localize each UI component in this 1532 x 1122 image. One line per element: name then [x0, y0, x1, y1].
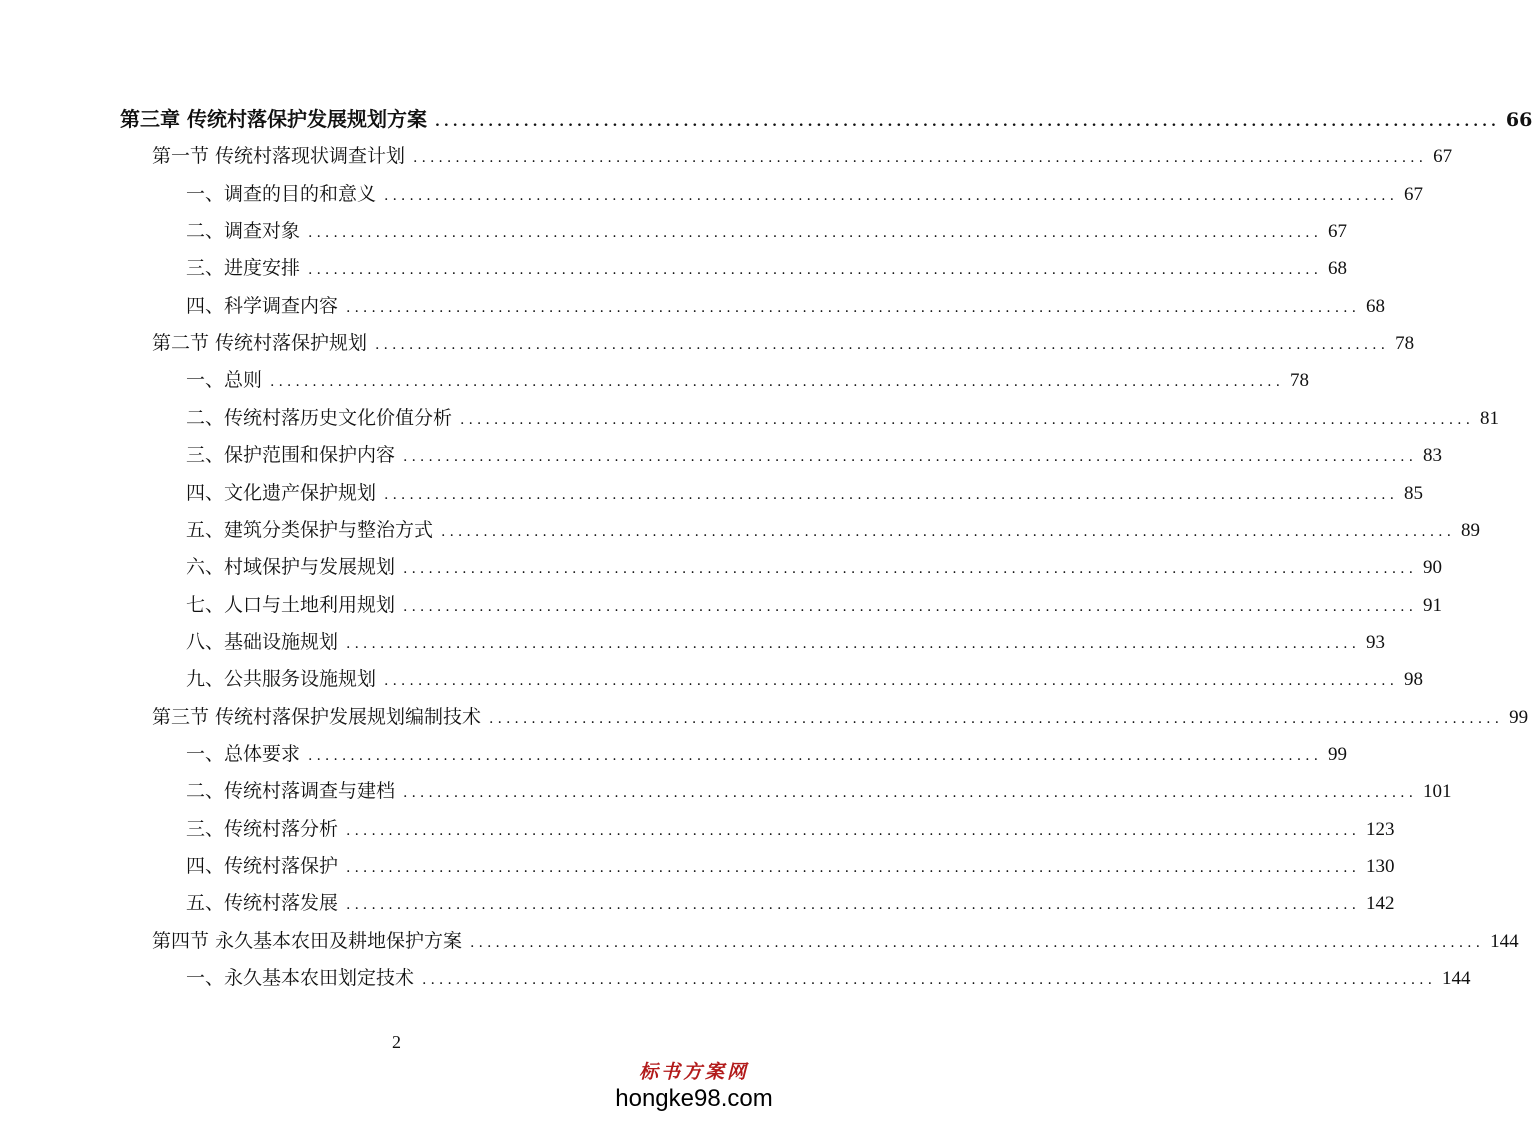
- dot-leader: ........................................................................................................................: [384, 187, 1399, 204]
- toc-entry-page: 78: [1395, 333, 1415, 355]
- toc-entry-item[interactable]: [186, 590, 1443, 620]
- toc-entry-item[interactable]: [186, 776, 1452, 806]
- dot-leader: ........................................................................................................................: [384, 673, 1399, 690]
- toc-entry-title: 第二节 传统村落保护规划: [152, 332, 368, 355]
- toc-entry-item[interactable]: [186, 440, 1443, 470]
- toc-entry-item[interactable]: [186, 179, 1424, 209]
- toc-entry-title: 二、调查对象: [186, 220, 301, 243]
- dot-leader: ........................................................................................................................: [384, 486, 1399, 503]
- toc-entry-item[interactable]: [186, 627, 1386, 657]
- toc-entry-title: 二、传统村落历史文化价值分析: [186, 406, 453, 429]
- toc-entry-title: 二、传统村落调查与建档: [186, 780, 396, 803]
- toc-entry-title: 一、永久基本农田划定技术: [186, 967, 415, 990]
- dot-leader: ........................................................................................................................: [346, 635, 1361, 652]
- toc-entry-chapter[interactable]: [120, 104, 1532, 134]
- dot-leader: ........................................................................................................................: [422, 972, 1437, 989]
- toc-entry-page: 93: [1366, 631, 1386, 653]
- toc-entry-title: 第三章 传统村落保护发展规划方案: [120, 107, 427, 131]
- toc-entry-title: 第四节 永久基本农田及耕地保护方案: [152, 929, 463, 952]
- toc-entry-page: 144: [1442, 968, 1471, 990]
- dot-leader: ........................................................................................................................: [346, 299, 1361, 316]
- dot-leader: ........................................................................................................................: [270, 374, 1285, 391]
- dot-leader: ........................................................................................................................: [308, 747, 1323, 764]
- toc-entry-item[interactable]: [186, 403, 1500, 433]
- toc-entry-page: 67: [1433, 146, 1453, 168]
- toc-entry-title: 四、传统村落保护: [186, 855, 339, 877]
- toc-entry-page: 99: [1509, 706, 1529, 728]
- toc-entry-item[interactable]: [186, 291, 1386, 321]
- dot-leader: ........................................................................................................................: [489, 710, 1504, 727]
- toc-entry-item[interactable]: [186, 664, 1424, 694]
- dot-leader: ........................................................................................................................: [403, 449, 1418, 466]
- toc-entry-page: 142: [1366, 893, 1395, 915]
- toc-entry-page: 67: [1328, 221, 1348, 243]
- page-number: 2: [392, 1032, 401, 1052]
- toc-entry-section[interactable]: [152, 702, 1529, 732]
- toc-entry-title: 三、进度安排: [186, 257, 301, 280]
- toc-entry-title: 四、科学调查内容: [186, 294, 339, 317]
- toc-entry-item[interactable]: [186, 253, 1348, 283]
- toc-entry-title: 八、基础设施规划: [186, 630, 339, 653]
- toc-entry-page: 98: [1404, 669, 1424, 691]
- toc-entry-title: 九、公共服务设施规划: [186, 668, 377, 691]
- toc-entry-page: 66: [1505, 109, 1532, 131]
- dot-leader: ........................................................................................................................: [346, 860, 1361, 876]
- toc-entry-page: 67: [1404, 183, 1424, 205]
- watermark-logo: [609, 1060, 779, 1116]
- toc-entry-item[interactable]: [186, 739, 1348, 769]
- toc-entry-page: 81: [1480, 407, 1500, 429]
- toc-entry-page: 68: [1328, 258, 1348, 280]
- toc-entry-page: 101: [1423, 781, 1452, 803]
- toc-entry-page: 90: [1423, 557, 1443, 579]
- toc-entry-title: 一、总体要求: [186, 742, 301, 765]
- dot-leader: ........................................................................................................................: [346, 897, 1361, 914]
- toc-entry-page: 89: [1461, 519, 1481, 541]
- toc-entry-item[interactable]: [186, 365, 1310, 395]
- dot-leader: ........................................................................................................................: [308, 262, 1323, 279]
- watermark-chinese-text: 标书方案网: [638, 1061, 749, 1083]
- dot-leader: ........................................................................................................................: [470, 934, 1485, 951]
- toc-entry-page: 130: [1366, 856, 1395, 877]
- toc-entry-title: 五、建筑分类保护与整治方式: [186, 518, 434, 541]
- dot-leader: ........................................................................................................................: [403, 598, 1418, 615]
- toc-entry-page: 83: [1423, 445, 1443, 467]
- toc-entry-item[interactable]: [186, 515, 1481, 545]
- toc-entry-title: 五、传统村落发展: [186, 892, 339, 915]
- toc-entry-item[interactable]: [186, 552, 1443, 582]
- toc-entry-item[interactable]: [186, 478, 1424, 508]
- toc-entry-item[interactable]: [186, 963, 1471, 993]
- toc-entry-page: 78: [1290, 370, 1310, 392]
- dot-leader: ........................................................................................................................: [434, 114, 1500, 130]
- dot-leader: ........................................................................................................................: [441, 523, 1456, 540]
- toc-entry-page: 68: [1366, 295, 1386, 317]
- toc-entry-title: 第三节 传统村落保护发展规划编制技术: [152, 705, 482, 728]
- watermark-url: hongke98.com: [615, 1085, 773, 1112]
- toc-entry-item[interactable]: [186, 888, 1395, 918]
- toc-entry-title: 三、保护范围和保护内容: [186, 444, 396, 467]
- dot-leader: ........................................................................................................................: [460, 411, 1475, 428]
- toc-entry-title: 七、人口与土地利用规划: [186, 593, 396, 616]
- toc-entry-item[interactable]: [186, 216, 1348, 246]
- toc-entry-title: 六、村域保护与发展规划: [186, 556, 396, 579]
- toc-entry-page: 144: [1490, 930, 1519, 952]
- toc-entry-page: 91: [1423, 594, 1443, 616]
- dot-leader: ........................................................................................................................: [403, 561, 1418, 578]
- dot-leader: ........................................................................................................................: [308, 225, 1323, 242]
- toc-entry-page: 99: [1328, 743, 1348, 765]
- dot-leader: ........................................................................................................................: [375, 337, 1390, 354]
- dot-leader: ........................................................................................................................: [346, 822, 1361, 839]
- toc-entry-title: 一、调查的目的和意义: [186, 182, 377, 205]
- dot-leader: ........................................................................................................................: [413, 150, 1428, 167]
- toc-entry-title: 一、总则: [186, 369, 263, 392]
- toc-entry-title: 三、传统村落分析: [186, 817, 339, 840]
- toc-entry-section[interactable]: [152, 328, 1415, 358]
- toc-entry-item[interactable]: [186, 814, 1395, 844]
- toc-entry-page: 123: [1366, 818, 1395, 840]
- toc-entry-section[interactable]: [152, 926, 1519, 956]
- toc-entry-item[interactable]: [186, 851, 1395, 881]
- toc-entry-section[interactable]: [152, 141, 1453, 171]
- toc-entry-title: 第一节 传统村落现状调查计划: [152, 145, 406, 168]
- toc-entry-page: 85: [1404, 482, 1424, 504]
- toc-entry-title: 四、文化遗产保护规划: [186, 481, 377, 504]
- dot-leader: ........................................................................................................................: [403, 785, 1418, 802]
